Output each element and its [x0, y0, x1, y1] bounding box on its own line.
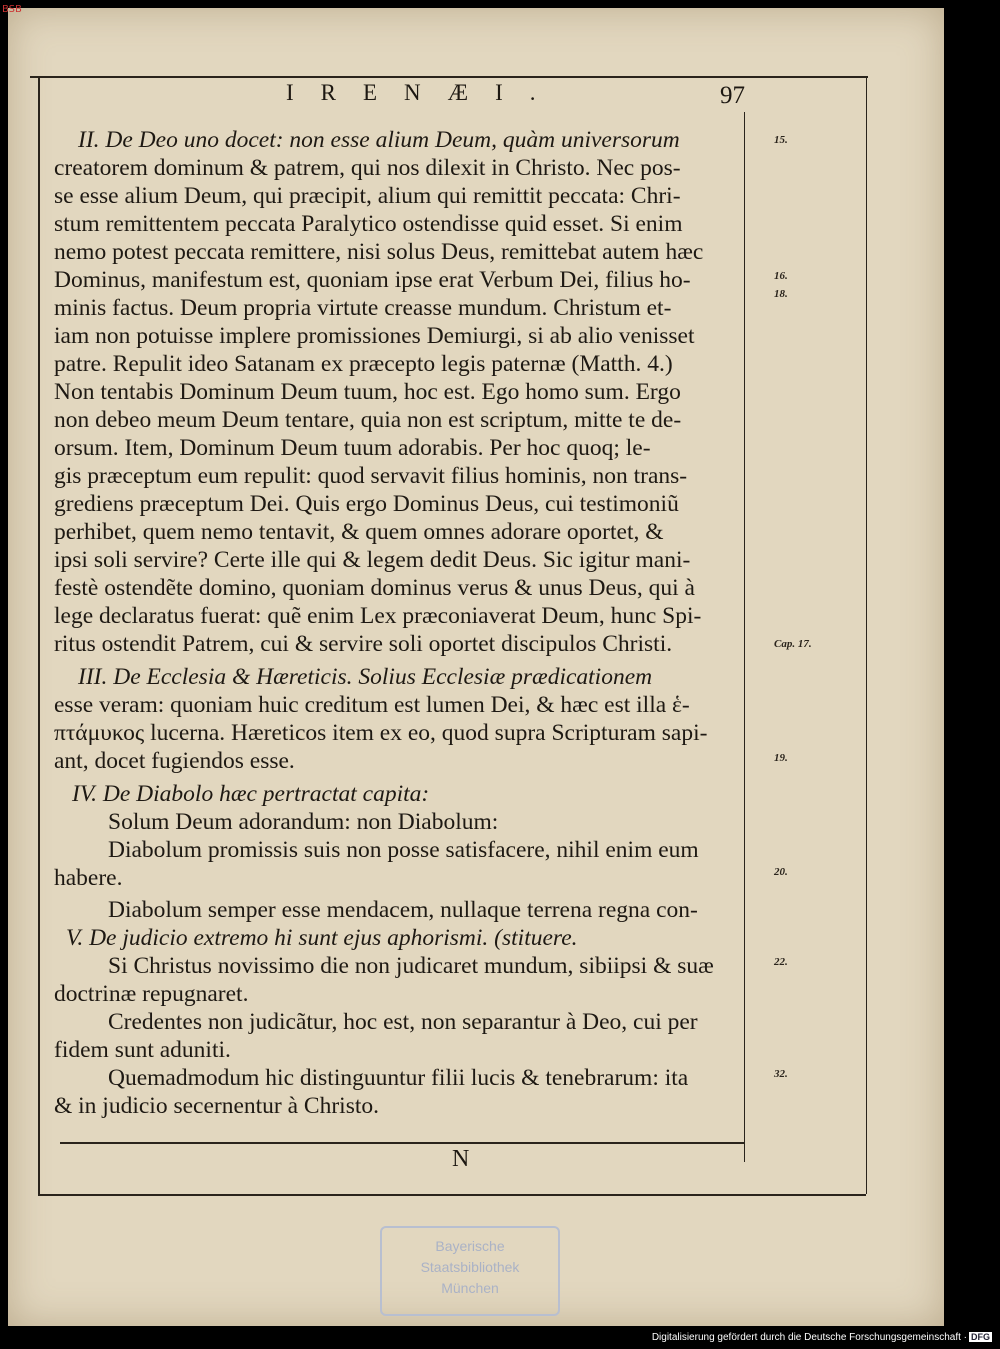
text-line: ipsi soli servire? Certe ille qui & legem dedit Deus. Sic igitur mani-	[54, 547, 691, 573]
text-column-right-rule	[744, 112, 745, 1162]
text-line: nemo potest peccata remittere, nisi solus Deus, remittebat autem hæc	[54, 239, 704, 265]
text-line: grediens præceptum Dei. Quis ergo Dominus Deus, cui testimoniũ	[54, 491, 679, 517]
text-line: Solum Deum adorandum: non Diabolum:	[108, 809, 499, 835]
text-line: perhibet, quem nemo tentavit, & quem omnes adorare oportet, &	[54, 519, 664, 545]
margin-note: 22.	[774, 956, 788, 968]
library-stamp	[380, 1226, 560, 1316]
section-heading: V. De judicio extremo hi sunt ejus aphorismi. (stituere.	[66, 925, 578, 951]
outer-right-rule	[866, 76, 867, 1194]
margin-note: 18.	[774, 288, 788, 300]
text-line: iam non potuisse implere promissiones Demiurgi, si ab alio venisset	[54, 323, 695, 349]
margin-note: 16.	[774, 270, 788, 282]
running-head: IRENÆI.	[286, 80, 563, 105]
text-line: se esse alium Deum, qui præcipit, alium qui remittit peccata: Chri-	[54, 183, 681, 209]
text-line: minis factus. Deum propria virtute creasse mundum. Christum et-	[54, 295, 672, 321]
text-line: Quemadmodum hic distinguuntur filii lucis & tenebrarum: ita	[108, 1065, 689, 1091]
text-line: habere.	[54, 865, 123, 891]
dfg-logo: DFG	[971, 1332, 990, 1342]
section-heading: IV. De Diabolo hæc pertractat capita:	[72, 781, 430, 807]
footer-text: Digitalisierung gefördert durch die Deutsche Forschungsgemeinschaft ·	[651, 1332, 967, 1343]
text-line: II. De Deo uno docet: non esse alium Deum, quàm universorum	[78, 127, 680, 153]
signature-mark: N	[452, 1146, 470, 1172]
text-line: Diabolum promissis suis non posse satisfacere, nihil enim eum	[108, 837, 699, 863]
text-line: fidem sunt aduniti.	[54, 1037, 231, 1063]
book-page	[8, 8, 944, 1326]
text-line: lege declaratus fuerat: quẽ enim Lex præconiaverat Deum, hunc Spi-	[54, 603, 702, 629]
text-line: gis præceptum eum repulit: quod servavit filius hominis, non trans-	[54, 463, 688, 489]
bottom-text-rule	[60, 1142, 744, 1144]
text-line: stum remittentem peccata Paralytico ostendisse quid esset. Si enim	[54, 211, 683, 237]
footer-credit	[652, 1332, 992, 1343]
corner-tag: BSB	[2, 4, 22, 15]
margin-note: 19.	[774, 752, 788, 764]
stamp-line: Bayerische	[435, 1238, 505, 1254]
text-line: ant, docet fugiendos esse.	[54, 748, 295, 774]
text-line: Non tentabis Dominum Deum tuum, hoc est. Ego homo sum. Ergo	[54, 379, 681, 405]
page-number: 97	[720, 82, 745, 109]
text-line: Credentes non judicãtur, hoc est, non separantur à Deo, cui per	[108, 1009, 698, 1035]
text-line: esse veram: quoniam huic creditum est lumen Dei, & hæc est illa ἑ-	[54, 692, 690, 718]
text-line: πτάμυκος lucerna. Hæreticos item ex eo, quod supra Scripturam sapi-	[54, 720, 708, 746]
text-line: & in judicio secernentur à Christo.	[54, 1093, 380, 1119]
margin-note: Cap. 17.	[774, 638, 812, 650]
stamp-line: München	[441, 1280, 499, 1296]
text-line: Diabolum semper esse mendacem, nullaque terrena regna con-	[108, 897, 698, 923]
left-border-rule	[38, 78, 40, 1196]
section-heading: III. De Ecclesia & Hæreticis. Solius Ecclesiæ prædicationem	[78, 664, 653, 690]
text-line: orsum. Item, Dominum Deum tuum adorabis. Per hoc quoq; le-	[54, 435, 651, 461]
text-line: patre. Repulit ideo Satanam ex præcepto legis paternæ (Matth. 4.)	[54, 351, 673, 377]
text-line: festè ostendẽte domino, quoniam dominus verus & unus Deus, qui à	[54, 575, 695, 601]
stamp-line: Staatsbibliothek	[420, 1259, 520, 1275]
text-line: ritus ostendit Patrem, cui & servire soli oportet discipulos Christi.	[54, 631, 673, 657]
header-rule	[30, 76, 868, 78]
text-line: doctrinæ repugnaret.	[54, 981, 249, 1007]
bottom-border-rule	[38, 1194, 866, 1196]
margin-note: 15.	[774, 134, 788, 146]
text-line: creatorem dominum & patrem, qui nos dilexit in Christo. Nec pos-	[54, 155, 681, 181]
margin-note: 20.	[774, 866, 788, 878]
text-line: non debeo meum Deum tentare, quia non est scriptum, mitte te de-	[54, 407, 682, 433]
text-line: Dominus, manifestum est, quoniam ipse erat Verbum Dei, filius ho-	[54, 267, 691, 293]
text-line: Si Christus novissimo die non judicaret mundum, sibiipsi & suæ	[108, 953, 714, 979]
margin-note: 32.	[774, 1068, 788, 1080]
